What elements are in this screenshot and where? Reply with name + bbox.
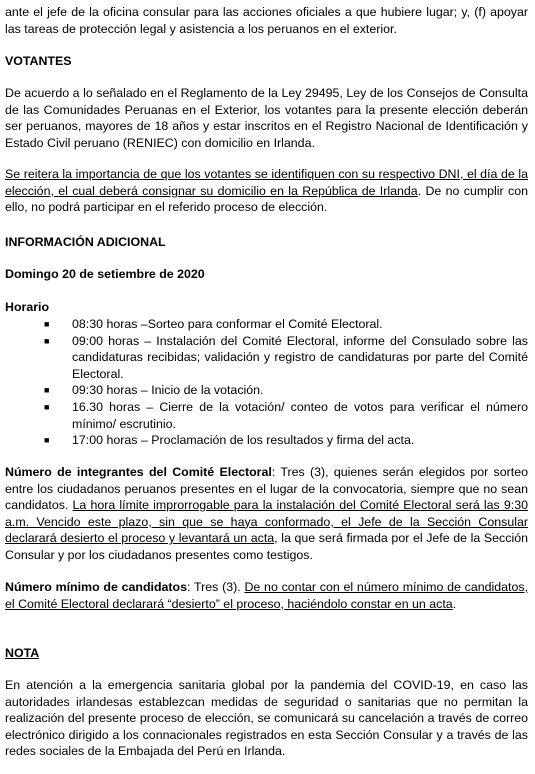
comite-rest: , la que será firmada por el Jefe de la Sección Consular y por los ciudadanos presentes como testigos.	[5, 531, 528, 562]
minimo-paragraph	[5, 579, 528, 612]
minimo-underlined: De no contar con el número mínimo de candidatos, el Comité Electoral declarará “desierto” el proceso, haciéndolo constar en un acta	[5, 580, 529, 611]
schedule-item	[44, 316, 528, 333]
minimo-label: Número mínimo de candidatos	[5, 580, 188, 594]
schedule-item-text: 09:00 horas – Instalación del Comité Electoral, informe del Consulado sobre las candidaturas recibidas; validación y registro de candidaturas por parte del Comité Electoral.	[72, 333, 528, 381]
votantes-paragraph: De acuerdo a lo señalado en el Reglamento de la Ley 29495, Ley de los Consejos de Consulta de las Comunidades Peruanas en el Exterior, los votantes para la presente elección deberán ser peruanos, mayores de 18 años y estar inscritos en el Registro Nacional de Identificación y Estado Civil peruano (RENIEC) con domicilio en Irlanda.	[5, 86, 528, 150]
dni-requirement-rest: . De no cumplir con ello, no podrá participar en el referido proceso de elección.	[5, 183, 528, 215]
schedule-item	[44, 432, 528, 449]
votantes-dni-paragraph	[5, 166, 528, 216]
schedule-item	[44, 333, 528, 383]
intro-paragraph: ante el jefe de la oficina consular para las acciones oficiales a que hubiere lugar; y, (f) apoyar las tareas de protección legal y asistencia a los peruanos en el exterior.	[5, 5, 528, 36]
bullet-icon: ■	[44, 401, 50, 412]
schedule-item-text: 16.30 horas – Cierre de la votación/ conteo de votos para verificar el número mínimo/ escrutinio.	[72, 399, 528, 431]
comite-text: : Tres (3), quienes serán elegidos por sorteo entre los ciudadanos peruanos presentes en el lugar de la convocatoria, siempre que no sean candidatos.	[5, 465, 528, 513]
schedule-item-text: 17:00 horas – Proclamación de los resultados y firma del acta.	[72, 433, 415, 448]
info-heading: INFORMACIÓN ADICIONAL	[5, 235, 166, 249]
votantes-heading: VOTANTES	[5, 54, 72, 68]
minimo-rest: .	[452, 596, 457, 611]
minimo-text: : Tres (3).	[187, 580, 245, 594]
bullet-icon: ■	[44, 335, 50, 346]
schedule-list	[44, 316, 528, 449]
schedule-item-text: 09:30 horas – Inicio de la votación.	[72, 383, 264, 398]
schedule-item	[44, 382, 528, 399]
nota-heading: NOTA	[5, 646, 40, 660]
bullet-icon: ■	[44, 319, 50, 329]
nota-paragraph: En atención a la emergencia sanitaria global por la pandemia del COVID-19, en caso las autoridades irlandesas establezcan medidas de seguridad o sanitarias que no permitan la realización del presente proceso de elección, se comunicará su cancelación a través de correo electrónico dirigido a los connacionales registrados en esta Sección Consular y a través de las redes sociales de la Embajada del Perú en Irlanda.	[5, 678, 528, 759]
comite-deadline-underlined: La hora límite improrrogable para la instalación del Comité Electoral será las 9:30 a.m. Vencido este plazo, sin que se haya conformado, el Jefe de la Sección Consular declarará desierto el proceso y levantará un acta	[5, 498, 528, 546]
schedule-item	[44, 399, 528, 432]
horario-label: Horario	[5, 300, 50, 314]
election-date: Domingo 20 de setiembre de 2020	[5, 267, 205, 281]
schedule-item-text: 08:30 horas –Sorteo para conformar el Comité Electoral.	[72, 317, 383, 331]
comite-label: Número de integrantes del Comité Electoral	[5, 465, 272, 479]
dni-requirement-underlined: Se reitera la importancia de que los votantes se identifiquen con su respectivo DNI, el día de la elección, el cual deberá consignar su domicilio en la República de Irlanda	[5, 167, 528, 198]
bullet-icon: ■	[44, 435, 50, 446]
bullet-icon: ■	[44, 385, 50, 396]
comite-paragraph	[5, 464, 528, 564]
